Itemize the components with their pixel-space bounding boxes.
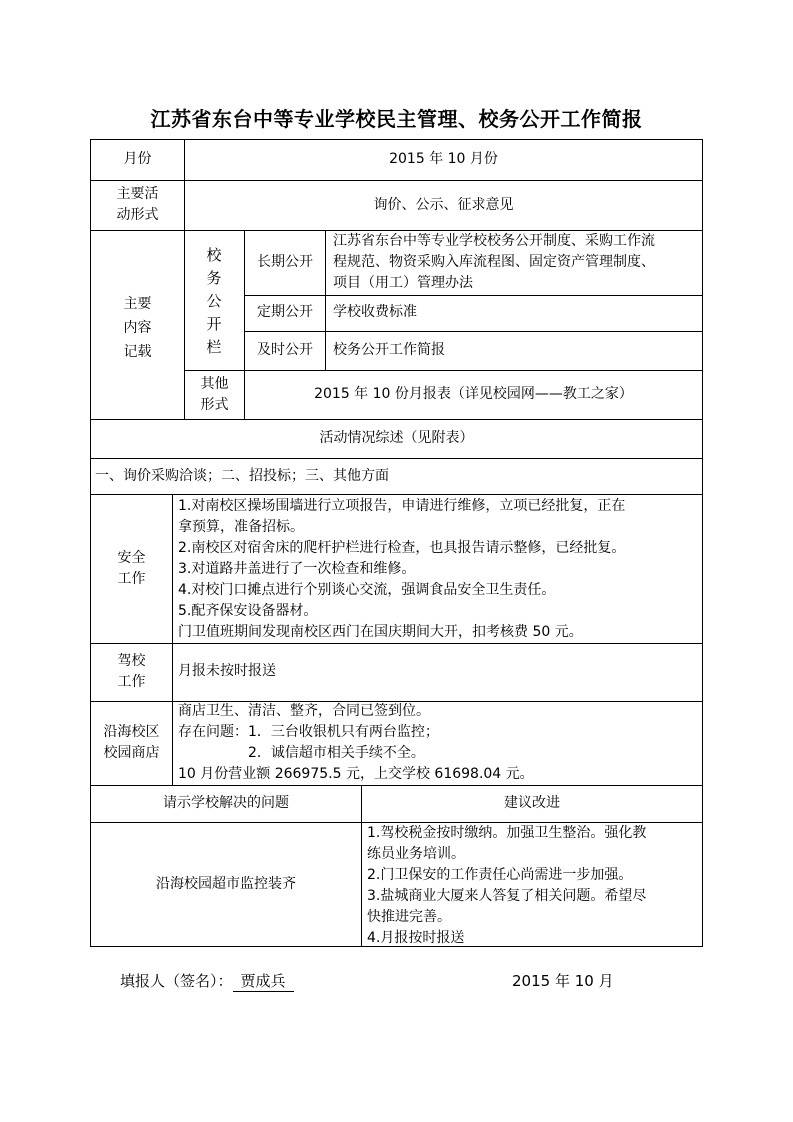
driving-school-label-line: 驾校 [117,653,146,669]
disclosure-column-label [204,244,224,359]
month-label: 月份 [123,151,152,167]
table-border [90,139,703,140]
table-divider [90,458,703,459]
disclosure-char: 校 [206,246,222,264]
activity-form-label [91,184,184,226]
other-form-label-line: 形式 [200,397,229,413]
campus-shop-label [91,722,172,764]
safety-label [91,548,172,590]
table-border [90,139,91,947]
long-term-line: 项目（用工）管理办法 [333,275,473,291]
table-divider [184,370,703,371]
suggestion-line: 4.月报按时报送 [367,930,465,946]
table-divider [90,494,703,495]
issues-right-content [367,823,646,949]
table-divider [325,230,326,370]
main-content-label-line: 记载 [123,344,152,360]
campus-shop-content [178,701,534,785]
disclosure-char: 开 [206,315,222,333]
campus-shop-line: 商店卫生、清洁、整齐，合同已签到位。 [178,703,430,719]
month-value: 2015 年 10 月份 [389,151,498,167]
timely-label: 及时公开 [257,342,313,358]
safety-line: 门卫值班期间发现南校区西门在国庆期间大开，扣考核费 50 元。 [178,624,583,640]
timely-value: 校务公开工作简报 [333,342,445,358]
driving-school-label [91,651,172,693]
reporter-name: 贾成兵 [233,970,294,992]
suggestion-line: 练员业务培训。 [367,846,465,862]
campus-shop-line: 存在问题：1．三台收银机只有两台监控； [178,724,439,740]
safety-line: 4.对校门口摊点进行个别谈心交流，强调食品安全卫生责任。 [178,582,556,598]
other-form-value: 2015 年 10 份月报表（详见校园网——教工之家） [314,386,633,402]
activity-form-label-line: 主要活 [116,186,159,202]
issues-left-value: 沿海校园超市监控装齐 [156,876,296,892]
driving-school-label-line: 工作 [117,674,146,690]
table-divider [90,643,703,644]
disclosure-char: 公 [206,292,222,310]
safety-label-line: 工作 [117,571,146,587]
activity-form-value: 询价、公示、征求意见 [373,197,514,213]
periodic-label: 定期公开 [257,304,313,320]
suggestion-line: 2.门卫保安的工作责任心尚需进一步加强。 [367,867,633,883]
suggestion-line: 3.盐城商业大厦来人答复了相关问题。希望尽 [367,888,647,904]
report-title: 江苏省东台中等专业学校民主管理、校务公开工作简报 [150,107,643,131]
main-content-label [91,292,184,364]
campus-shop-label-line: 校园商店 [103,745,160,761]
table-border [702,139,703,947]
table-divider [90,785,703,786]
table-divider [90,180,703,181]
summary-heading: 活动情况综述（见附表） [319,430,474,446]
long-term-label: 长期公开 [257,254,313,270]
long-term-value [333,231,655,294]
issues-right-header: 建议改进 [504,795,560,811]
periodic-value: 学校收费标准 [333,304,417,320]
safety-line: 5.配齐保安设备器材。 [178,603,318,619]
table-divider [172,494,173,785]
reporter-label: 填报人（签名）： [120,972,233,990]
long-term-line: 江苏省东台中等专业学校校务公开制度、采购工作流 [333,233,655,249]
main-content-label-line: 主要 [123,296,152,312]
activity-form-label-line: 动形式 [116,207,159,223]
other-form-label [185,374,244,416]
reporter-signature [120,970,294,992]
issues-left-header: 请示学校解决的问题 [163,795,289,811]
disclosure-char: 栏 [206,338,222,356]
main-content-label-line: 内容 [123,320,152,336]
campus-shop-label-line: 沿海校区 [103,724,160,740]
long-term-line: 程规范、物资采购入库流程图、固定资产管理制度、 [333,254,655,270]
table-divider [90,419,703,420]
disclosure-char: 务 [206,269,222,287]
table-divider [244,295,703,296]
campus-shop-line: 2．诚信超市相关手续不全。 [178,745,425,761]
safety-content [178,496,625,643]
campus-shop-line: 10 月份营业额 266975.5 元，上交学校 61698.04 元。 [178,766,534,782]
safety-line: 2.南校区对宿舍床的爬杆护栏进行检查，也具报告请示整修，已经批复。 [178,540,626,556]
safety-line: 1.对南校区操场围墙进行立项报告，申请进行维修，立项已经批复，正在 [178,498,626,514]
safety-label-line: 安全 [117,550,146,566]
report-date: 2015 年 10 月 [512,972,614,990]
safety-line: 3.对道路井盖进行了一次检查和维修。 [178,561,416,577]
table-divider [244,331,703,332]
suggestion-line: 1.驾校税金按时缴纳。加强卫生整治。强化教 [367,825,647,841]
categories-line: 一、询价采购洽谈；二、招投标；三、其他方面 [95,468,389,484]
driving-school-value: 月报未按时报送 [178,663,276,679]
safety-line: 拿预算，准备招标。 [178,519,304,535]
suggestion-line: 快推进完善。 [367,909,451,925]
other-form-label-line: 其他 [200,376,229,392]
